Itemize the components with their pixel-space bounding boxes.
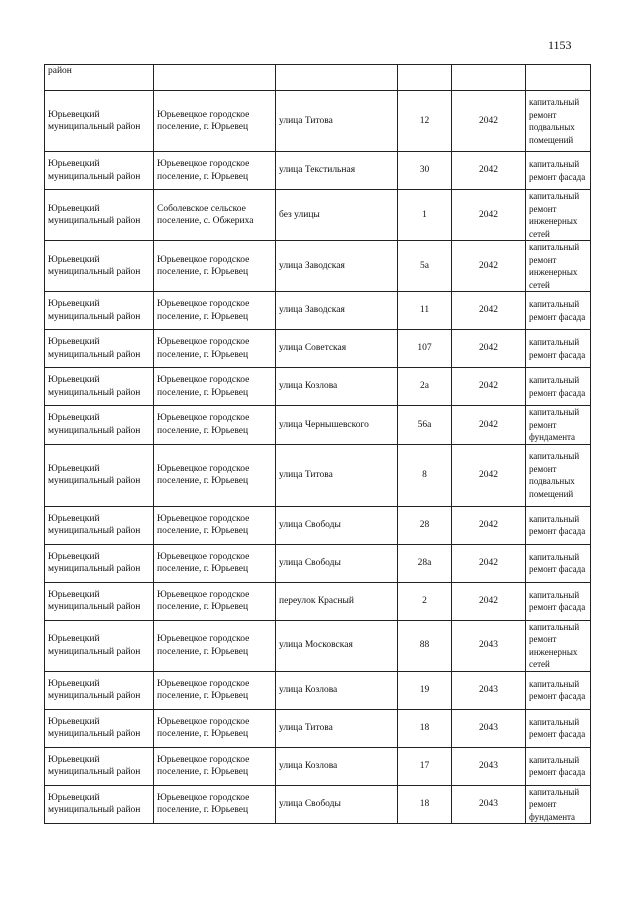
settlement-cell: Юрьевецкое городское поселение, г. Юрьевец <box>154 785 276 824</box>
table-row <box>45 292 591 330</box>
year-cell: 2043 <box>452 785 526 824</box>
settlement-cell: Юрьевецкое городское поселение, г. Юрьевец <box>154 241 276 292</box>
work-type-cell: капитальный ремонт фасада <box>526 152 591 190</box>
work-type-cell: капитальный ремонт фасада <box>526 544 591 582</box>
district-cell: Юрьевецкий муниципальный район <box>45 709 154 747</box>
table-row <box>45 709 591 747</box>
work-type-cell: капитальный ремонт фасада <box>526 368 591 406</box>
house-cell: 28 <box>398 506 452 544</box>
settlement-cell: Юрьевецкое городское поселение, г. Юрьевец <box>154 582 276 620</box>
table-row <box>45 620 591 671</box>
table-row <box>45 544 591 582</box>
year-cell: 2042 <box>452 91 526 152</box>
settlement-cell: Юрьевецкое городское поселение, г. Юрьевец <box>154 330 276 368</box>
house-cell: 107 <box>398 330 452 368</box>
work-type-cell <box>526 65 591 91</box>
house-cell: 1 <box>398 190 452 241</box>
street-cell: улица Свободы <box>276 506 398 544</box>
year-cell: 2042 <box>452 506 526 544</box>
house-cell: 30 <box>398 152 452 190</box>
work-type-cell: капитальный ремонт фундамента <box>526 785 591 824</box>
table-row <box>45 91 591 152</box>
district-cell: Юрьевецкий муниципальный район <box>45 91 154 152</box>
continuation-row <box>45 65 591 91</box>
district-cell: Юрьевецкий муниципальный район <box>45 544 154 582</box>
year-cell: 2042 <box>452 444 526 506</box>
street-cell: улица Московская <box>276 620 398 671</box>
house-cell: 8 <box>398 444 452 506</box>
district-cell: Юрьевецкий муниципальный район <box>45 620 154 671</box>
street-cell: переулок Красный <box>276 582 398 620</box>
district-cell: Юрьевецкий муниципальный район <box>45 444 154 506</box>
district-cell: район <box>45 65 154 91</box>
work-type-cell: капитальный ремонт инженерных сетей <box>526 190 591 241</box>
street-cell: улица Титова <box>276 91 398 152</box>
district-cell: Юрьевецкий муниципальный район <box>45 671 154 709</box>
house-cell: 18 <box>398 785 452 824</box>
street-cell: улица Свободы <box>276 785 398 824</box>
year-cell: 2043 <box>452 671 526 709</box>
year-cell: 2042 <box>452 582 526 620</box>
settlement-cell: Юрьевецкое городское поселение, г. Юрьевец <box>154 506 276 544</box>
house-cell: 88 <box>398 620 452 671</box>
district-cell: Юрьевецкий муниципальный район <box>45 330 154 368</box>
house-cell: 12 <box>398 91 452 152</box>
year-cell: 2042 <box>452 190 526 241</box>
house-cell: 56а <box>398 406 452 445</box>
house-cell: 2а <box>398 368 452 406</box>
work-type-cell: капитальный ремонт подвальных помещений <box>526 91 591 152</box>
work-type-cell: капитальный ремонт фасада <box>526 671 591 709</box>
settlement-cell: Юрьевецкое городское поселение, г. Юрьевец <box>154 671 276 709</box>
work-type-cell: капитальный ремонт фасада <box>526 292 591 330</box>
district-cell: Юрьевецкий муниципальный район <box>45 190 154 241</box>
settlement-cell: Юрьевецкое городское поселение, г. Юрьевец <box>154 620 276 671</box>
settlement-cell: Юрьевецкое городское поселение, г. Юрьевец <box>154 152 276 190</box>
table-row <box>45 190 591 241</box>
year-cell: 2042 <box>452 330 526 368</box>
street-cell: улица Свободы <box>276 544 398 582</box>
settlement-cell: Юрьевецкое городское поселение, г. Юрьевец <box>154 406 276 445</box>
work-type-cell: капитальный ремонт подвальных помещений <box>526 444 591 506</box>
table-row <box>45 406 591 445</box>
house-cell: 17 <box>398 747 452 785</box>
house-cell: 11 <box>398 292 452 330</box>
settlement-cell: Юрьевецкое городское поселение, г. Юрьевец <box>154 292 276 330</box>
district-cell: Юрьевецкий муниципальный район <box>45 406 154 445</box>
page-number: 1153 <box>548 38 572 52</box>
year-cell: 2042 <box>452 406 526 445</box>
table-row <box>45 152 591 190</box>
district-cell: Юрьевецкий муниципальный район <box>45 292 154 330</box>
table-row <box>45 582 591 620</box>
year-cell: 2042 <box>452 368 526 406</box>
work-type-cell: капитальный ремонт фасада <box>526 330 591 368</box>
settlement-cell: Юрьевецкое городское поселение, г. Юрьевец <box>154 444 276 506</box>
district-cell: Юрьевецкий муниципальный район <box>45 152 154 190</box>
street-cell: улица Титова <box>276 709 398 747</box>
year-cell: 2042 <box>452 292 526 330</box>
work-type-cell: капитальный ремонт фундамента <box>526 406 591 445</box>
year-cell: 2042 <box>452 241 526 292</box>
table-row <box>45 785 591 824</box>
work-type-cell: капитальный ремонт инженерных сетей <box>526 620 591 671</box>
registry-table <box>44 64 591 824</box>
settlement-cell: Юрьевецкое городское поселение, г. Юрьевец <box>154 91 276 152</box>
work-type-cell: капитальный ремонт инженерных сетей <box>526 241 591 292</box>
table-row <box>45 241 591 292</box>
district-cell: Юрьевецкий муниципальный район <box>45 747 154 785</box>
street-cell: улица Чернышевского <box>276 406 398 445</box>
house-cell: 28а <box>398 544 452 582</box>
table-row <box>45 671 591 709</box>
year-cell: 2043 <box>452 709 526 747</box>
street-cell: улица Козлова <box>276 747 398 785</box>
settlement-cell: Юрьевецкое городское поселение, г. Юрьевец <box>154 544 276 582</box>
house-cell <box>398 65 452 91</box>
table-row <box>45 506 591 544</box>
work-type-cell: капитальный ремонт фасада <box>526 709 591 747</box>
table-row <box>45 747 591 785</box>
table-row <box>45 444 591 506</box>
year-cell: 2042 <box>452 152 526 190</box>
street-cell: улица Козлова <box>276 368 398 406</box>
street-cell <box>276 65 398 91</box>
year-cell: 2043 <box>452 747 526 785</box>
district-cell: Юрьевецкий муниципальный район <box>45 506 154 544</box>
work-type-cell: капитальный ремонт фасада <box>526 506 591 544</box>
settlement-cell: Юрьевецкое городское поселение, г. Юрьевец <box>154 747 276 785</box>
street-cell: улица Заводская <box>276 292 398 330</box>
district-cell: Юрьевецкий муниципальный район <box>45 241 154 292</box>
district-cell: Юрьевецкий муниципальный район <box>45 582 154 620</box>
district-cell: Юрьевецкий муниципальный район <box>45 785 154 824</box>
table-row <box>45 330 591 368</box>
house-cell: 18 <box>398 709 452 747</box>
street-cell: улица Текстильная <box>276 152 398 190</box>
street-cell: улица Советская <box>276 330 398 368</box>
year-cell <box>452 65 526 91</box>
table-row <box>45 368 591 406</box>
work-type-cell: капитальный ремонт фасада <box>526 747 591 785</box>
year-cell: 2043 <box>452 620 526 671</box>
house-cell: 19 <box>398 671 452 709</box>
work-type-cell: капитальный ремонт фасада <box>526 582 591 620</box>
year-cell: 2042 <box>452 544 526 582</box>
house-cell: 2 <box>398 582 452 620</box>
street-cell: улица Козлова <box>276 671 398 709</box>
settlement-cell: Юрьевецкое городское поселение, г. Юрьевец <box>154 709 276 747</box>
street-cell: улица Заводская <box>276 241 398 292</box>
street-cell: без улицы <box>276 190 398 241</box>
settlement-cell: Соболевское сельское поселение, с. Обжериха <box>154 190 276 241</box>
settlement-cell: Юрьевецкое городское поселение, г. Юрьевец <box>154 368 276 406</box>
district-cell: Юрьевецкий муниципальный район <box>45 368 154 406</box>
street-cell: улица Титова <box>276 444 398 506</box>
registry-table-body <box>45 65 591 824</box>
house-cell: 5а <box>398 241 452 292</box>
settlement-cell <box>154 65 276 91</box>
